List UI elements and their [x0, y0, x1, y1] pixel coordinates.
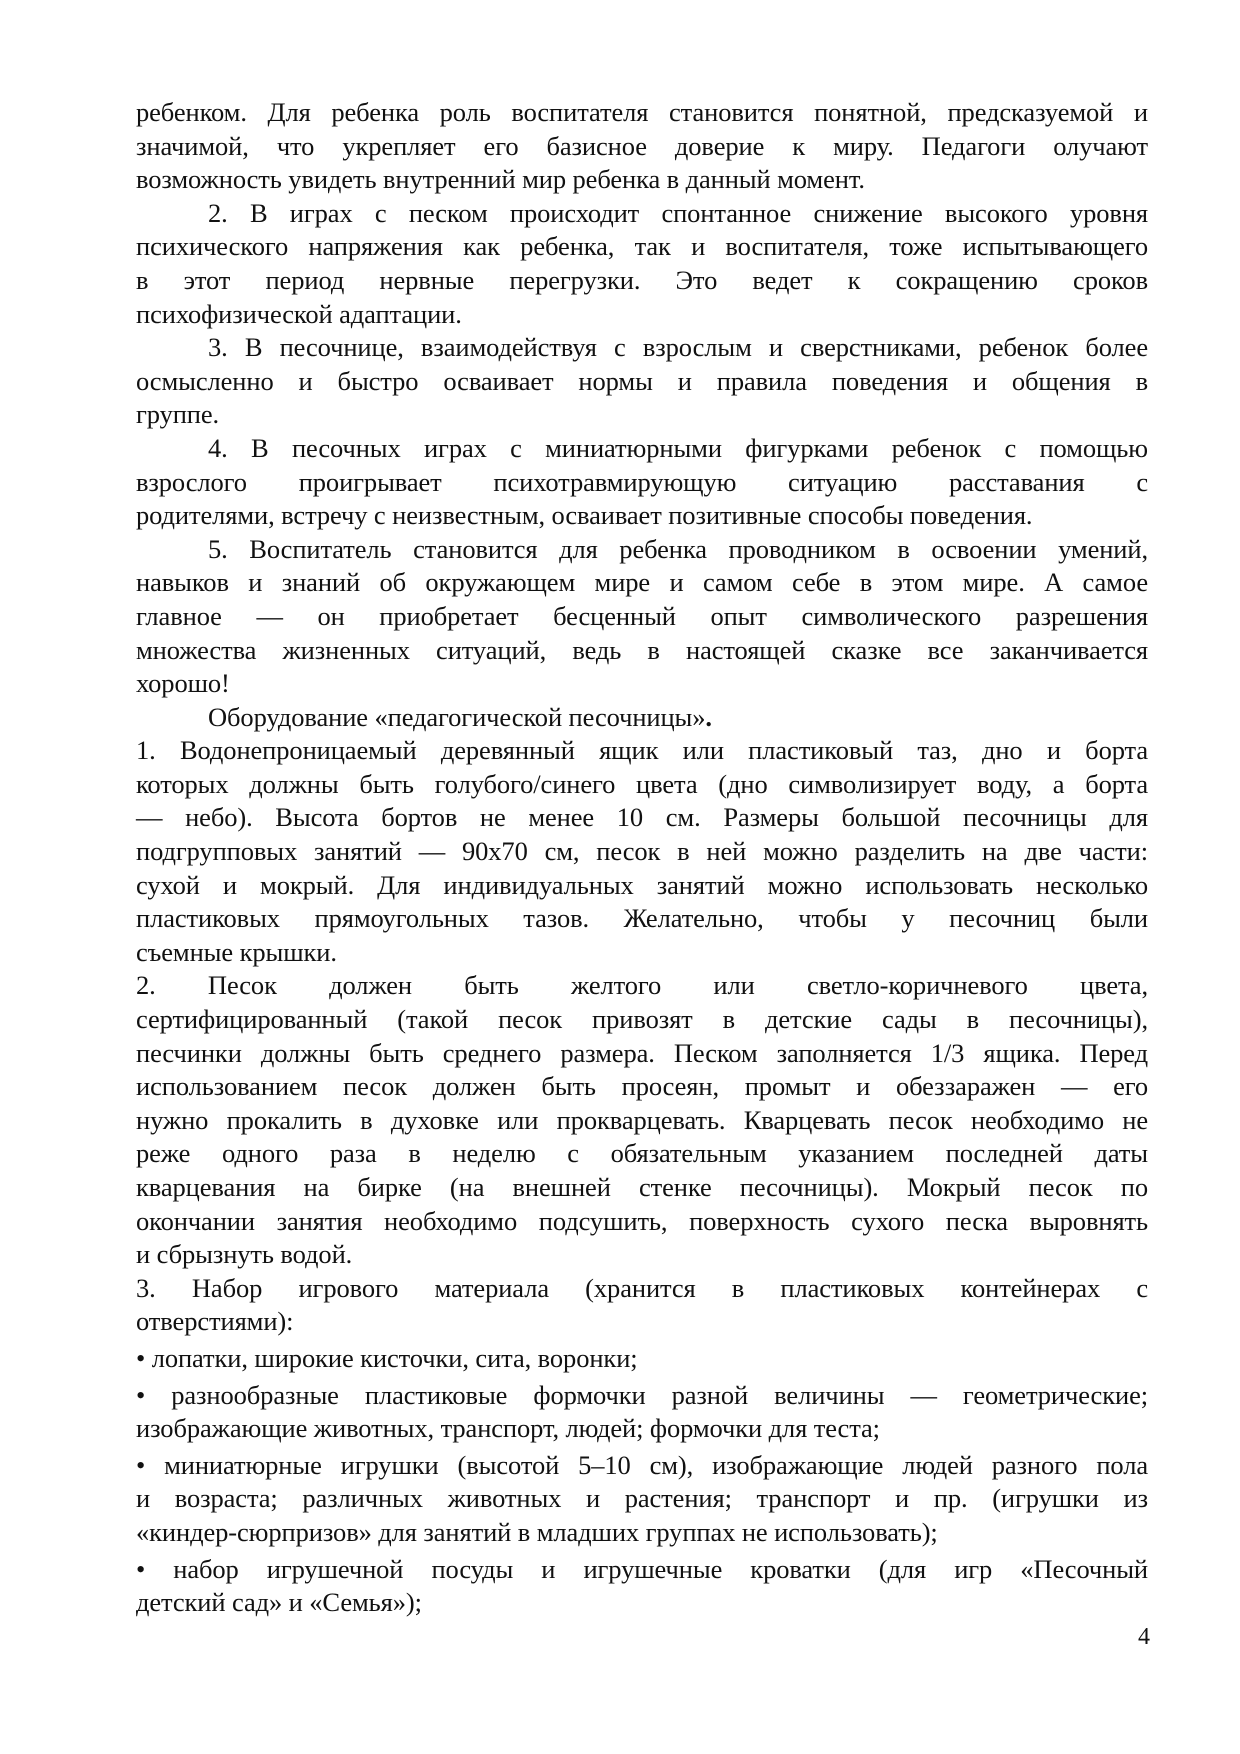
paragraph-item-5 — [136, 533, 1148, 701]
bullet-item-molds — [136, 1379, 1148, 1446]
text-line: реже одного раза в неделю с обязательным указанием последней даты — [136, 1138, 1148, 1169]
equipment-heading — [136, 701, 1148, 735]
text-line: родителями, встречу с неизвестным, осваивает позитивные способы поведения. — [136, 500, 1033, 531]
text-line: 2. В играх с песком происходит спонтанное снижение высокого уровня — [208, 197, 1148, 228]
text-line: сертифицированный (такой песок привозят в детские сады в песочницы), — [136, 1004, 1148, 1035]
equipment-item-3 — [136, 1272, 1148, 1339]
text-line: «киндер-сюрпризов» для занятий в младших группах не использовать); — [136, 1516, 938, 1547]
text-line: песчинки должны быть среднего размера. Песком заполняется 1/3 ящика. Перед — [136, 1037, 1148, 1068]
text-line: 3. Набор игрового материала (хранится в пластиковых контейнерах с — [136, 1272, 1148, 1303]
text-line: 3. В песочнице, взаимодействуя с взрослым и сверстниками, ребенок более — [208, 332, 1148, 363]
text-line: главное — он приобретает бесценный опыт символического разрешения — [136, 600, 1148, 631]
heading-text: Оборудование «педагогической песочницы» — [208, 701, 706, 732]
paragraph-continuation — [136, 96, 1148, 197]
text-line: психофизической адаптации. — [136, 298, 462, 329]
text-line: взрослого проигрывает психотравмирующую ситуацию расставания с — [136, 466, 1148, 497]
text-line: и сбрызнуть водой. — [136, 1239, 353, 1270]
text-line: отверстиями): — [136, 1306, 294, 1337]
text-line: сухой и мокрый. Для индивидуальных занятий можно использовать несколько — [136, 869, 1148, 900]
text-line: которых должны быть голубого/синего цвета (дно символизирует воду, а борта — [136, 768, 1148, 799]
text-line: возможность увидеть внутренний мир ребенка в данный момент. — [136, 164, 865, 195]
text-line: и возраста; различных животных и растения; транспорт и пр. (игрушки из — [136, 1483, 1148, 1514]
page-number: 4 — [1138, 1624, 1150, 1650]
equipment-item-1 — [136, 734, 1148, 969]
heading-line — [136, 701, 1148, 735]
paragraph-item-3 — [136, 331, 1148, 432]
text-line: психического напряжения как ребенка, так и воспитателя, тоже испытывающего — [136, 231, 1148, 262]
text-line: ребенком. Для ребенка роль воспитателя становится понятной, предсказуемой и — [136, 97, 1148, 127]
text-line: • лопатки, широкие кисточки, сита, воронки; — [136, 1342, 638, 1373]
bullet-item-toy-dishes — [136, 1553, 1148, 1620]
bullet-item-tools — [136, 1342, 1148, 1376]
text-line: хорошо! — [136, 668, 230, 699]
text-line: — небо). Высота бортов не менее 10 см. Размеры большой песочницы для — [136, 802, 1148, 833]
text-line: 2. Песок должен быть желтого или светло-коричневого цвета, — [136, 970, 1148, 1001]
text-line: • разнообразные пластиковые формочки разной величины — геометрические; — [136, 1379, 1148, 1410]
text-line: использованием песок должен быть просеян, промыт и обеззаражен — его — [136, 1071, 1148, 1102]
text-line: кварцевания на бирке (на внешней стенке песочницы). Мокрый песок по — [136, 1172, 1148, 1202]
text-line: • миниатюрные игрушки (высотой 5–10 см), изображающие людей разного пола — [136, 1449, 1148, 1480]
bullet-item-miniature-toys — [136, 1449, 1148, 1550]
text-line: окончании занятия необходимо подсушить, поверхность сухого песка выровнять — [136, 1205, 1148, 1236]
text-line: нужно прокалить в духовке или прокварцевать. Кварцевать песок необходимо не — [136, 1104, 1148, 1135]
heading-period: . — [705, 701, 712, 732]
text-line: множества жизненных ситуаций, ведь в настоящей сказке все заканчивается — [136, 634, 1148, 665]
equipment-item-2 — [136, 969, 1148, 1271]
text-line: в этот период нервные перегрузки. Это ведет к сокращению сроков — [136, 264, 1148, 295]
text-line: пластиковых прямоугольных тазов. Желательно, чтобы у песочниц были — [136, 903, 1148, 934]
text-line: осмысленно и быстро осваивает нормы и правила поведения и общения в — [136, 365, 1148, 396]
text-line: изображающие животных, транспорт, людей; формочки для теста; — [136, 1413, 880, 1444]
text-line: съемные крышки. — [136, 936, 337, 967]
text-line: значимой, что укрепляет его базисное доверие к миру. Педагоги олучают — [136, 130, 1148, 161]
text-line: группе. — [136, 399, 220, 430]
text-line: 5. Воспитатель становится для ребенка проводником в освоении умений, — [208, 533, 1148, 564]
text-line: подгрупповых занятий — 90х70 см, песок в ней можно разделить на две части: — [136, 836, 1148, 867]
text-line: навыков и знаний об окружающем мире и самом себе в этом мире. А самое — [136, 567, 1148, 598]
page-body — [136, 96, 1148, 1620]
text-line: 4. В песочных играх с миниатюрными фигурками ребенок с помощью — [208, 432, 1148, 463]
text-line: 1. Водонепроницаемый деревянный ящик или пластиковый таз, дно и борта — [136, 735, 1148, 766]
text-line: • набор игрушечной посуды и игрушечные кроватки (для игр «Песочный — [136, 1553, 1148, 1584]
text-line: детский сад» и «Семья»); — [136, 1587, 422, 1618]
paragraph-item-4 — [136, 432, 1148, 533]
paragraph-item-2 — [136, 197, 1148, 331]
